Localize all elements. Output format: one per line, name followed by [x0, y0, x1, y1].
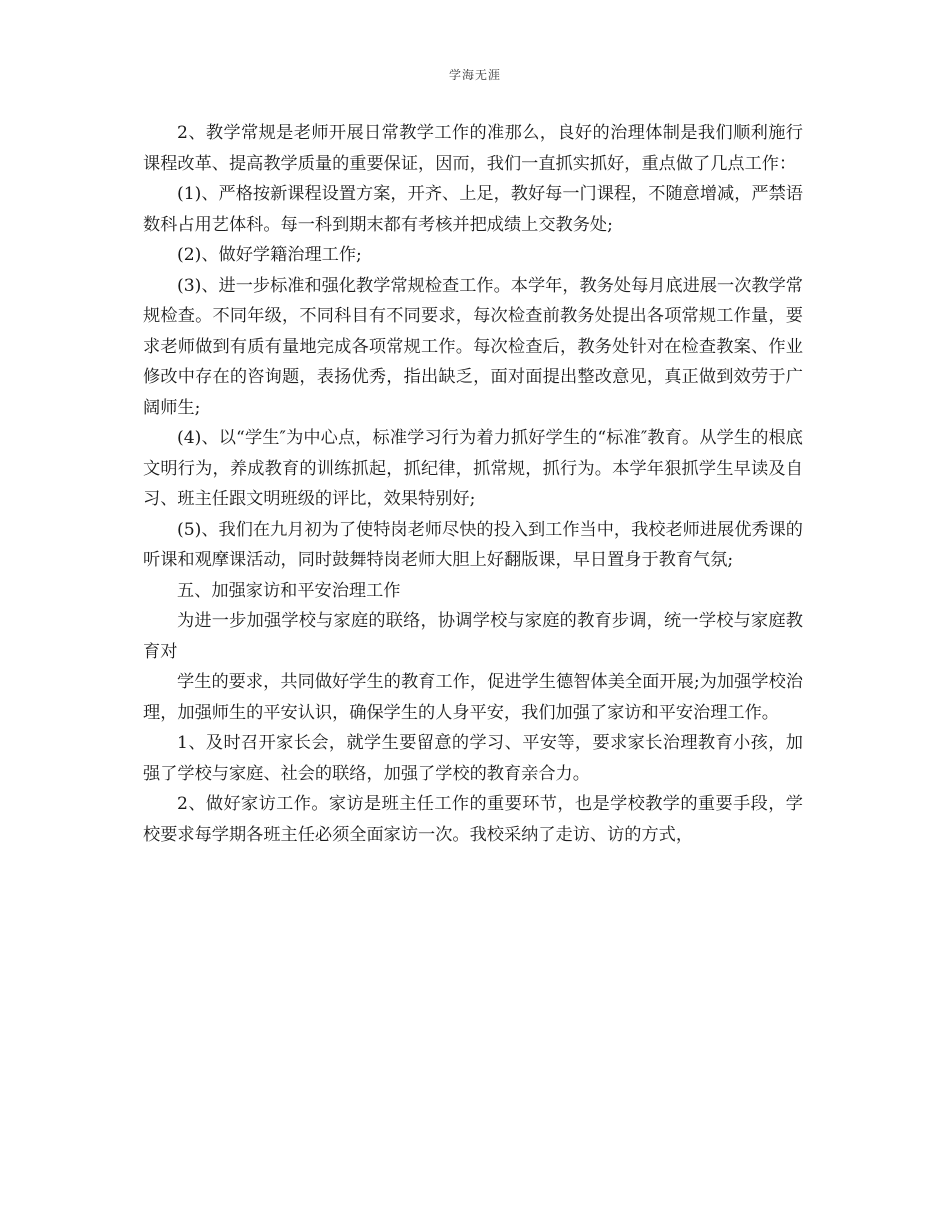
paragraph-home-school-link: 为进一步加强学校与家庭的联络，协调学校与家庭的教育步调，统一学校与家庭教育对 — [143, 611, 803, 662]
paragraph-item-5: (5)、我们在九月初为了使特岗老师尽快的投入到工作当中，我校老师进展优秀课的听课和观摩课活动，同时鼓舞特岗老师大胆上好翻版课，早日置身于教育气氛; — [143, 519, 803, 570]
paragraph-parent-meeting: 1、及时召开家长会，就学生要留意的学习、平安等，要求家长治理教育小孩，加强了学校与家庭、社会的联络，加强了学校的教育亲合力。 — [143, 733, 803, 784]
paragraph-student-requirements: 学生的要求，共同做好学生的教育工作，促进学生德智体美全面开展;为加强学校治理，加强师生的平安认识，确保学生的人身平安，我们加强了家访和平安治理工作。 — [143, 672, 803, 723]
paragraph-item-2: (2)、做好学籍治理工作; — [177, 245, 362, 265]
section-heading-home-visits-safety: 五、加强家访和平安治理工作 — [177, 580, 401, 601]
paragraph-item-4: (4)、以“学生″为中心点，标准学习行为着力抓好学生的“标准″教育。从学生的根底文明行为，养成教育的训练抓起，抓纪律，抓常规，抓行为。本学年狠抓学生早读及自习、班主任跟文明班级的评比，效果特别好; — [143, 428, 803, 509]
document-body — [143, 118, 803, 850]
paragraph-teaching-routine: 2、教学常规是老师开展日常教学工作的准那么，良好的治理体制是我们顺利施行课程改革、提高教学质量的重要保证，因而，我们一直抓实抓好，重点做了几点工作： — [143, 123, 803, 174]
running-header: 学海无涯 — [448, 68, 501, 82]
paragraph-home-visit-work: 2、做好家访工作。家访是班主任工作的重要环节，也是学校教学的重要手段，学校要求每学期各班主任必须全面家访一次。我校采纳了走访、访的方式， — [143, 794, 803, 845]
paragraph-item-3: (3)、进一步标准和强化教学常规检查工作。本学年，教务处每月底进展一次教学常规检查。不同年级，不同科目有不同要求，每次检查前教务处提出各项常规工作量，要求老师做到有质有量地完成各项常规工作。每次检查后，教务处针对在检查教案、作业修改中存在的咨询题，表扬优秀，指出缺乏，面对面提出整改意见，真正做到效劳于广阔师生; — [143, 275, 803, 418]
paragraph-item-1: (1)、严格按新课程设置方案，开齐、上足，教好每一门课程，不随意增减，严禁语数科占用艺体科。每一科到期末都有考核并把成绩上交教务处; — [143, 184, 803, 235]
